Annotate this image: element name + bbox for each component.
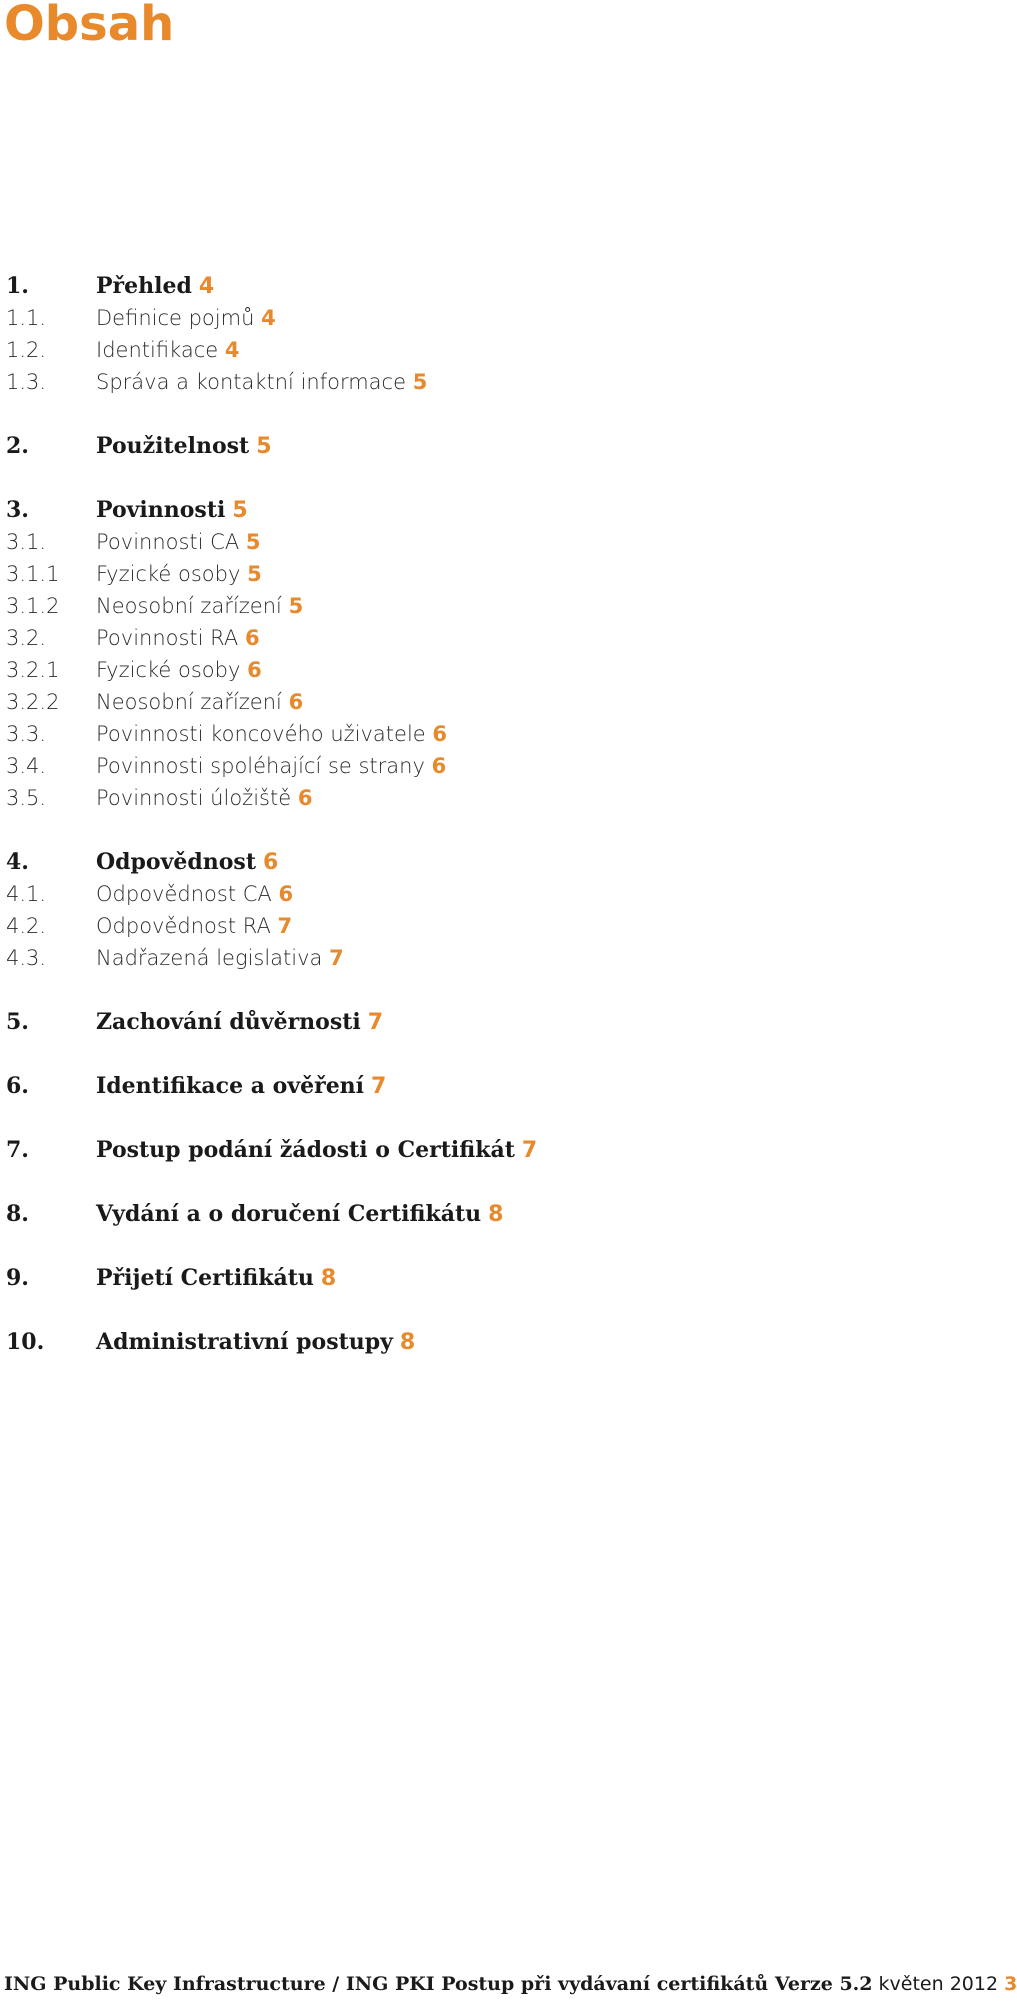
toc-entry-number: 6. (6, 1073, 29, 1099)
toc-entry-label: Administrativní postupy (96, 1329, 393, 1355)
toc-entry-number: 5. (6, 1009, 29, 1035)
toc-entry-text (96, 430, 272, 463)
toc-entry-page-number: 6 (244, 626, 260, 650)
toc-entry-page-number: 7 (367, 1010, 384, 1035)
toc-entry-page-number: 5 (412, 370, 428, 394)
toc-entry-number: 1.3. (6, 370, 47, 394)
page-footer (4, 1972, 1017, 1996)
toc-entry[interactable] (6, 526, 946, 558)
toc-entry-text (96, 846, 278, 879)
toc-entry-text (96, 718, 447, 750)
toc-entry[interactable] (6, 846, 946, 878)
toc-entry-number: 4.2. (6, 914, 47, 938)
toc-entry-number: 3. (6, 497, 29, 523)
toc-entry[interactable] (6, 302, 946, 334)
toc-entry[interactable] (6, 942, 946, 974)
toc-entry-label: Povinnosti spoléhající se strany (96, 754, 425, 778)
toc-entry[interactable] (6, 654, 946, 686)
toc-entry-label: Identifikace a ověření (96, 1073, 365, 1099)
toc-entry-label: Fyzické osoby (96, 562, 241, 586)
toc-entry[interactable] (6, 782, 946, 814)
toc-entry-number: 8. (6, 1201, 29, 1227)
toc-entry-page-number: 7 (521, 1138, 538, 1163)
toc-entry-page-number: 8 (320, 1266, 337, 1291)
toc-entry-text (96, 302, 276, 334)
toc-entry-text (96, 782, 312, 814)
toc-entry-number: 1.2. (6, 338, 47, 362)
toc-entry[interactable] (6, 1198, 946, 1230)
toc-entry[interactable] (6, 1134, 946, 1166)
toc-entry-number: 2. (6, 433, 29, 459)
toc-entry-number: 3.1.2 (6, 594, 60, 618)
page-title: Obsah (4, 0, 175, 52)
toc-entry-label: Povinnosti koncového uživatele (96, 722, 426, 746)
toc-entry-number: 1.1. (6, 306, 47, 330)
toc-entry-page-number: 5 (232, 498, 248, 523)
toc-entry[interactable] (6, 430, 946, 462)
toc-entry-number: 3.2.1 (6, 658, 60, 682)
toc-entry-number: 3.4. (6, 754, 47, 778)
toc-entry-number: 3.3. (6, 722, 47, 746)
toc-entry-label: Odpovědnost RA (96, 914, 271, 938)
toc-entry-label: Přehled (96, 273, 192, 299)
toc-entry-label: Použitelnost (96, 433, 250, 459)
footer-page-number: 3 (1004, 1973, 1017, 1995)
toc-entry-label: Přijetí Certifikátu (96, 1265, 314, 1291)
toc-entry-label: Povinnosti (96, 497, 226, 523)
toc-entry-label: Fyzické osoby (96, 658, 241, 682)
toc-entry-text (96, 590, 303, 622)
toc-entry-label: Povinnosti úložiště (96, 786, 292, 810)
toc-entry-page-number: 6 (278, 882, 294, 906)
toc-entry-text (96, 1006, 383, 1039)
toc-entry-page-number: 5 (256, 434, 272, 459)
toc-entry-label: Identifikace (96, 338, 219, 362)
toc-entry-text (96, 878, 293, 910)
toc-entry-text (96, 558, 262, 590)
toc-entry-text (96, 270, 214, 303)
toc-entry-text (96, 1134, 537, 1167)
toc-entry-label: Povinnosti CA (96, 530, 240, 554)
toc-entry-text (96, 686, 303, 718)
toc-entry[interactable] (6, 910, 946, 942)
toc-entry-number: 9. (6, 1265, 29, 1291)
toc-entry[interactable] (6, 1262, 946, 1294)
toc-entry-number: 4. (6, 849, 29, 875)
toc-entry-number: 3.2. (6, 626, 47, 650)
toc-entry-label: Odpovědnost (96, 849, 256, 875)
toc-entry-label: Nadřazená legislativa (96, 946, 323, 970)
footer-document-title: ING Public Key Infrastructure / ING PKI Postup při vydávaní certifikátů Verze 5.2 (4, 1973, 873, 1995)
toc-entry-number: 7. (6, 1137, 29, 1163)
toc-entry-text (96, 1070, 386, 1103)
toc-entry-page-number: 4 (224, 338, 240, 362)
toc-entry-text (96, 366, 427, 398)
toc-entry-page-number: 7 (277, 914, 293, 938)
toc-entry-page-number: 5 (288, 594, 304, 618)
toc-entry[interactable] (6, 558, 946, 590)
toc-entry-page-number: 6 (247, 658, 262, 682)
toc-entry-number: 10. (6, 1329, 45, 1355)
toc-entry[interactable] (6, 622, 946, 654)
toc-entry[interactable] (6, 494, 946, 526)
toc-entry-page-number: 8 (488, 1202, 504, 1227)
toc-entry-text (96, 1326, 415, 1359)
toc-entry-label: Správa a kontaktní informace (96, 370, 407, 394)
toc-entry[interactable] (6, 1326, 946, 1358)
toc-entry-page-number: 6 (297, 786, 313, 810)
toc-entry-number: 3.2.2 (6, 690, 60, 714)
toc-entry-label: Definice pojmů (96, 306, 255, 330)
toc-entry[interactable] (6, 1006, 946, 1038)
toc-entry-page-number: 5 (247, 562, 262, 586)
toc-entry-page-number: 6 (262, 850, 279, 875)
toc-entry[interactable] (6, 878, 946, 910)
toc-entry[interactable] (6, 590, 946, 622)
toc-entry[interactable] (6, 718, 946, 750)
toc-entry-page-number: 5 (245, 530, 261, 554)
toc-entry-label: Povinnosti RA (96, 626, 239, 650)
toc-entry-text (96, 526, 261, 558)
toc-entry[interactable] (6, 366, 946, 398)
toc-entry-label: Vydání a o doručení Certifikátu (96, 1201, 482, 1227)
toc-entry-page-number: 6 (432, 722, 448, 746)
toc-entry[interactable] (6, 270, 946, 302)
toc-entry-label: Postup podání žádosti o Certifikát (96, 1137, 515, 1163)
toc-entry-label: Zachování důvěrnosti (96, 1009, 361, 1035)
toc-entry-label: Odpovědnost CA (96, 882, 272, 906)
toc-entry-page-number: 4 (261, 306, 276, 330)
toc-entry-text (96, 1262, 336, 1295)
toc-entry-page-number: 8 (399, 1330, 416, 1355)
toc-entry-text (96, 494, 248, 527)
toc-entry-text (96, 334, 240, 366)
toc-entry-number: 4.3. (6, 946, 47, 970)
toc-entry-label: Neosobní zařízení (96, 594, 282, 618)
toc-entry-page-number: 7 (371, 1074, 387, 1099)
toc-entry-page-number: 4 (198, 274, 215, 299)
toc-entry-page-number: 6 (288, 690, 304, 714)
toc-entry-number: 3.1. (6, 530, 47, 554)
table-of-contents (6, 270, 946, 1358)
toc-entry-text (96, 910, 292, 942)
toc-entry-number: 4.1. (6, 882, 47, 906)
toc-entry[interactable] (6, 686, 946, 718)
toc-entry[interactable] (6, 1070, 946, 1102)
toc-entry-number: 1. (6, 273, 29, 299)
toc-entry-page-number: 7 (329, 946, 344, 970)
toc-entry-text (96, 1198, 503, 1231)
toc-entry-number: 3.5. (6, 786, 47, 810)
toc-entry[interactable] (6, 750, 946, 782)
toc-entry-label: Neosobní zařízení (96, 690, 282, 714)
toc-entry-text (96, 750, 446, 782)
toc-entry[interactable] (6, 334, 946, 366)
toc-entry-text (96, 654, 262, 686)
footer-date: květen 2012 (878, 1973, 999, 1995)
toc-entry-number: 3.1.1 (6, 562, 60, 586)
toc-entry-page-number: 6 (431, 754, 447, 778)
toc-entry-text (96, 942, 344, 974)
toc-entry-text (96, 622, 260, 654)
